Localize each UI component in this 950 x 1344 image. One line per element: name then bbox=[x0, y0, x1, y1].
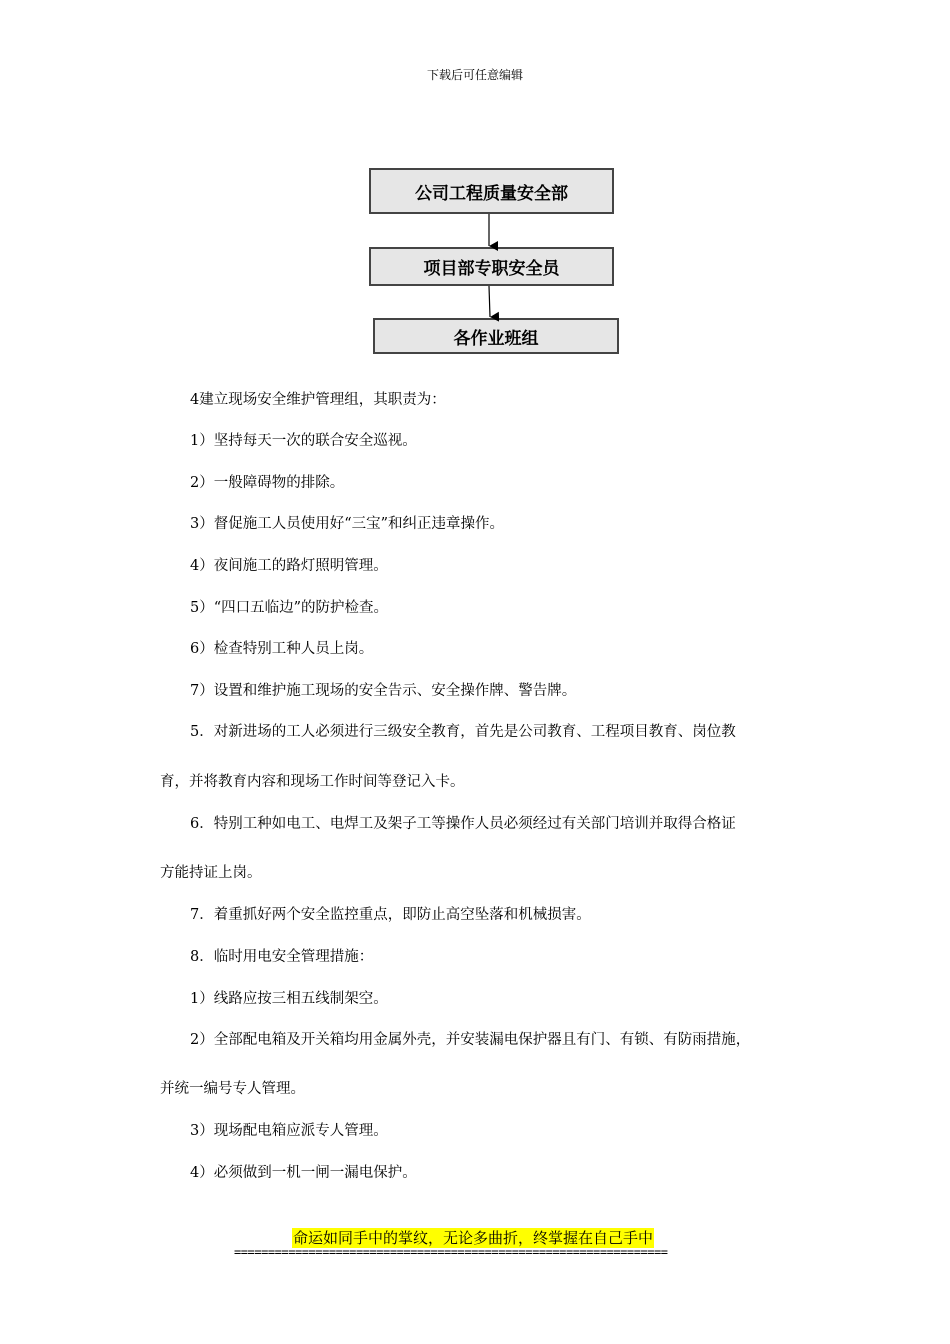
paragraph-line: 2）一般障碍物的排除。 bbox=[190, 475, 345, 491]
paragraph-line: 育，并将教育内容和现场工作时间等登记入卡。 bbox=[160, 774, 465, 790]
footer-motto: 命运如同手中的掌纹，无论多曲折，终掌握在自己手中 bbox=[293, 1229, 654, 1247]
org-box-work-teams: 各作业班组 bbox=[373, 318, 619, 354]
org-box-company: 公司工程质量安全部 bbox=[369, 168, 614, 214]
footer-rule: ================================================================ bbox=[234, 1245, 668, 1259]
paragraph-line: 方能持证上岗。 bbox=[160, 865, 262, 881]
paragraph-line: 7．着重抓好两个安全监控重点，即防止高空坠落和机械损害。 bbox=[190, 907, 591, 923]
paragraph-line: 3）现场配电箱应派专人管理。 bbox=[190, 1123, 388, 1139]
org-box-project-officer: 项目部专职安全员 bbox=[369, 247, 614, 286]
paragraph-line: 5）“四口五临边”的防护检查。 bbox=[190, 600, 389, 616]
paragraph-line: 6）检查特别工种人员上岗。 bbox=[190, 641, 374, 657]
paragraph-line: 4）必须做到一机一闸一漏电保护。 bbox=[190, 1165, 417, 1181]
paragraph-line: 7）设置和维护施工现场的安全告示、安全操作牌、警告牌。 bbox=[190, 683, 577, 699]
paragraph-line: 3）督促施工人员使用好“三宝”和纠正违章操作。 bbox=[190, 516, 505, 532]
page-header: 下载后可任意编辑 bbox=[426, 68, 523, 82]
paragraph-line: 4）夜间施工的路灯照明管理。 bbox=[190, 558, 388, 574]
paragraph-line: 1）坚持每天一次的联合安全巡视。 bbox=[190, 433, 417, 449]
paragraph-line: 4建立现场安全维护管理组，其职责为： bbox=[190, 392, 446, 408]
paragraph-line: 5．对新进场的工人必须进行三级安全教育，首先是公司教育、工程项目教育、岗位教 bbox=[190, 724, 736, 740]
paragraph-line: 并统一编号专人管理。 bbox=[160, 1081, 305, 1097]
arrow-officer-to-teams bbox=[489, 286, 490, 317]
paragraph-line: 2）全部配电箱及开关箱均用金属外壳，并安装漏电保护器且有门、有锁、有防雨措施， bbox=[190, 1032, 751, 1048]
paragraph-line: 1）线路应按三相五线制架空。 bbox=[190, 991, 388, 1007]
paragraph-line: 6．特别工种如电工、电焊工及架子工等操作人员必须经过有关部门培训并取得合格证 bbox=[190, 816, 736, 832]
paragraph-line: 8．临时用电安全管理措施： bbox=[190, 949, 374, 965]
